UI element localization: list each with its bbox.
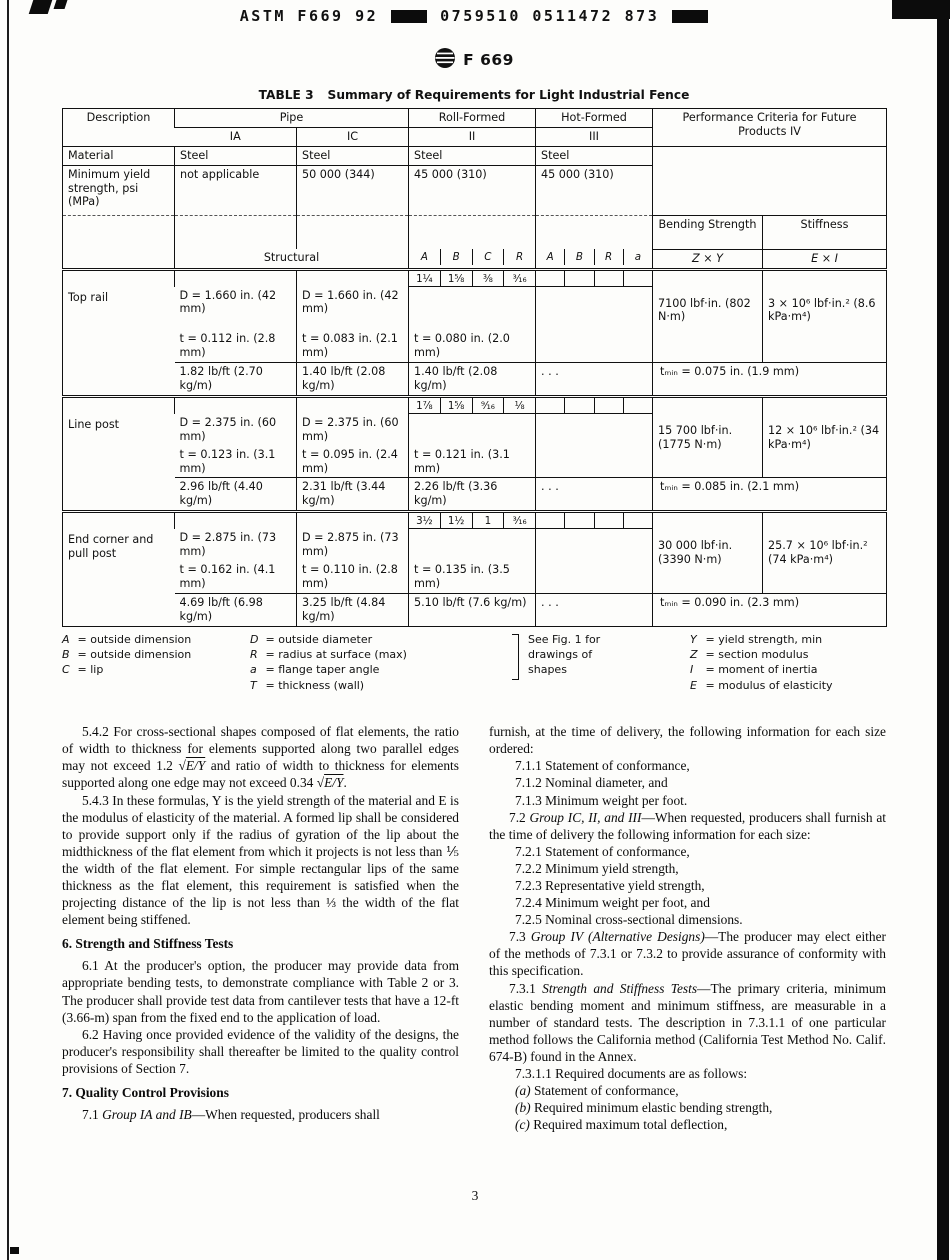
- table-cell: Steel: [409, 146, 536, 165]
- table-cell: 1.82 lb/ft (2.70 kg/m): [175, 363, 297, 397]
- table-cell-empty: [536, 529, 653, 561]
- table-cell: 2.31 lb/ft (3.44 kg/m): [297, 478, 409, 512]
- text-run: 7.3.1: [509, 980, 543, 996]
- legend-line: [690, 662, 886, 677]
- italic-run: (c): [515, 1117, 530, 1133]
- mini-cell: R: [594, 249, 623, 265]
- top-rail-fractions-row: [63, 269, 887, 287]
- text-run: —The primary criteria, minimum elastic bending moment and minimum stiffness, are measurable in a number of standard tests. The description in 7.3.1.1 of one particular method follows the California method (California Test Method No. Calif. 674-B) found in the Annex.: [489, 980, 886, 1064]
- mini-cell: B: [440, 249, 472, 265]
- ocr-code-text: 0759510 0511472 873: [440, 7, 660, 25]
- column-letters-ii: [409, 249, 536, 269]
- scan-edge-left: [7, 0, 9, 1260]
- table-cell: D = 2.375 in. (60 mm): [179, 415, 277, 443]
- table-cell-tmin: tₘᵢₙ = 0.090 in. (2.3 mm): [653, 593, 887, 626]
- legend-definition: = yield strength, min: [705, 632, 823, 646]
- mini-cell: [623, 513, 652, 529]
- end-post-fractions-row: [63, 512, 887, 530]
- item-7-2-2: 7.2.2 Minimum yield strength,: [515, 860, 679, 876]
- mini-cell: 1¼: [409, 271, 440, 287]
- paragraph-7-1: [62, 1106, 459, 1123]
- subheader-row-boxes: [63, 215, 887, 249]
- table-cell-empty: [297, 512, 409, 530]
- scan-mark-bottom-left: [10, 1247, 19, 1254]
- table-cell-empty: [536, 215, 653, 249]
- mini-cell: 1⅞: [409, 398, 440, 414]
- item-b: [489, 1099, 886, 1116]
- table-cell: 1.40 lb/ft (2.08 kg/m): [297, 363, 409, 397]
- text-run: Required maximum total deflection,: [529, 1117, 728, 1133]
- paragraph-6-2: 6.2 Having once provided evidence of the validity of the designs, the producer's responsibility shall thereafter be limited to the quality control provisions of Section 7.: [62, 1026, 459, 1076]
- requirements-table: [62, 108, 887, 627]
- legend-line: [62, 662, 250, 677]
- table-cell: D = 1.660 in. (42 mm): [179, 288, 277, 316]
- legend-line: [250, 632, 512, 647]
- table-cell-empty: [175, 512, 297, 530]
- legend-line: [62, 632, 250, 647]
- table-cell: not applicable: [175, 165, 297, 215]
- table-cell-empty: [175, 215, 297, 249]
- dimension-fractions-ii: [409, 396, 536, 414]
- mini-cell: [623, 271, 652, 287]
- table-cell-bending: [653, 269, 763, 363]
- mini-cell: ⁹⁄₁₆: [472, 398, 504, 414]
- table-number: TABLE 3: [258, 88, 314, 102]
- ocr-designation-text: ASTM F669 92: [239, 7, 379, 25]
- filled-block-icon: [391, 10, 427, 23]
- mini-cell: [594, 513, 623, 529]
- item-7-1-1: 7.1.1 Statement of conformance,: [515, 758, 690, 774]
- item-7-2-1: 7.2.1 Statement of conformance,: [515, 843, 690, 859]
- legend-definition: = section modulus: [705, 647, 809, 661]
- dimension-fractions-iii: [536, 512, 653, 530]
- figure-reference: [512, 632, 690, 694]
- dimension-fractions-iii: [536, 396, 653, 414]
- table-cell: . . .: [536, 363, 653, 397]
- mini-cell: [564, 513, 593, 529]
- table-cell: 3.25 lb/ft (4.84 kg/m): [297, 593, 409, 626]
- line-post-fractions-row: [63, 396, 887, 414]
- column-letters-iii: [536, 249, 653, 269]
- legend-column-3: [690, 632, 886, 694]
- table-cell-empty: [536, 446, 653, 478]
- filled-block-icon: [672, 10, 708, 23]
- table-cell-empty: [409, 529, 536, 561]
- italic-run: Group IA and IB: [102, 1107, 192, 1123]
- table-cell-empty: [175, 396, 297, 414]
- legend-symbol: D: [250, 632, 259, 646]
- legend-line: [690, 647, 886, 662]
- legend-definition: = outside diameter: [265, 632, 373, 646]
- bending-value: 15 700 lbf·in. (1775 N·m): [658, 423, 733, 451]
- legend-symbol: A: [62, 632, 70, 646]
- line-post-weight-row: [63, 478, 887, 512]
- table-cell-empty: [536, 561, 653, 593]
- item-7-1-2: 7.1.2 Nominal diameter, and: [515, 775, 668, 791]
- item-7-1-3: 7.1.3 Minimum weight per foot.: [515, 792, 688, 808]
- radicand: E/Y: [324, 775, 344, 791]
- mini-cell: ³⁄₁₆: [503, 271, 535, 287]
- mini-cell: 1½: [440, 513, 472, 529]
- item-7-2-4: 7.2.4 Minimum weight per foot, and: [515, 895, 710, 911]
- mini-cell: [536, 271, 564, 287]
- table-cell-bending: [653, 396, 763, 478]
- table-cell-empty: [536, 287, 653, 331]
- item-c: [489, 1116, 886, 1133]
- table-cell-empty: [409, 287, 536, 331]
- table-cell-empty: [536, 330, 653, 362]
- mini-cell: [536, 398, 564, 414]
- row-label-yield: Minimum yield strength, psi (MPa): [68, 167, 151, 209]
- sqrt-symbol: √: [178, 758, 186, 774]
- header-stiffness: Stiffness: [763, 215, 887, 249]
- bracket-icon: [512, 634, 519, 680]
- paragraph-7-3-1-1: 7.3.1.1 Required documents are as follows:: [515, 1066, 748, 1082]
- page-content: [62, 0, 886, 1133]
- italic-run: Strength and Stiffness Tests: [542, 980, 698, 996]
- legend-line: [250, 647, 512, 662]
- mini-cell: a: [623, 249, 652, 265]
- row-label-line-post: Line post: [63, 396, 175, 511]
- table-cell: t = 0.095 in. (2.4 mm): [297, 446, 409, 478]
- legend-definition: = flange taper angle: [265, 663, 380, 677]
- mini-cell: [564, 398, 593, 414]
- dimension-fractions-ii: [409, 512, 536, 530]
- header-pipe: Pipe: [175, 109, 409, 128]
- legend-column-1: [62, 632, 250, 694]
- header-group-ii: II: [409, 127, 536, 146]
- legend-symbol: I: [690, 663, 694, 677]
- mini-cell: 1⅝: [440, 271, 472, 287]
- mini-cell: A: [420, 251, 428, 264]
- text-run: .: [343, 775, 347, 791]
- mini-cell: R: [503, 249, 535, 265]
- top-rail-weight-row: [63, 363, 887, 397]
- text-run: 5.4.2 For cross-sectional shapes composed of flat elements, the ratio of width to thickness for elements supported along two parallel edges may not exceed 1.2: [62, 724, 459, 774]
- table-cell-stiffness: [763, 396, 887, 478]
- header-bending-strength: Bending Strength: [653, 215, 763, 249]
- table-cell: Steel: [536, 146, 653, 165]
- legend-column-2: [250, 632, 512, 694]
- legend-symbol: E: [690, 678, 697, 692]
- table-cell: 1.40 lb/ft (2.08 kg/m): [409, 363, 536, 397]
- legend-line: [690, 632, 886, 647]
- legend-line: [250, 662, 512, 677]
- mini-cell: [594, 271, 623, 287]
- designation-header: [62, 47, 886, 73]
- table-cell-empty: [653, 146, 887, 215]
- stiffness-value: 12 × 10⁶ lbf·in.² (34 kPa·m⁴): [768, 423, 880, 451]
- table-legend: [62, 632, 886, 694]
- legend-definition: = outside dimension: [77, 647, 192, 661]
- header-performance-criteria: Performance Criteria for Future Products IV: [653, 109, 887, 147]
- text-run: 7.1: [82, 1107, 103, 1123]
- table-cell: 45 000 (310): [409, 165, 536, 215]
- table-cell-empty: [63, 215, 175, 249]
- table-cell: t = 0.112 in. (2.8 mm): [179, 332, 276, 360]
- row-label-end-post: End corner and pull post: [63, 512, 175, 626]
- table-cell: t = 0.083 in. (2.1 mm): [297, 330, 409, 362]
- table-cell: D = 2.875 in. (73 mm): [297, 529, 409, 561]
- table-cell: . . .: [536, 478, 653, 512]
- table-cell-empty: [297, 269, 409, 287]
- mini-cell: A: [546, 251, 554, 264]
- mini-cell: [564, 271, 593, 287]
- mini-cell: B: [564, 249, 593, 265]
- table-cell: t = 0.121 in. (3.1 mm): [409, 446, 536, 478]
- table-cell: D = 1.660 in. (42 mm): [297, 287, 409, 331]
- mini-cell: [623, 398, 652, 414]
- table-cell: t = 0.110 in. (2.8 mm): [297, 561, 409, 593]
- table-cell-empty: [297, 215, 409, 249]
- text-run: Required minimum elastic bending strength,: [530, 1100, 773, 1116]
- legend-definition: = modulus of elasticity: [705, 678, 833, 692]
- table-cell: t = 0.162 in. (4.1 mm): [179, 563, 276, 590]
- row-label-material: Material: [63, 146, 175, 165]
- mini-cell: [594, 398, 623, 414]
- legend-symbol: B: [62, 647, 70, 661]
- dimension-fractions-iii: [536, 269, 653, 287]
- astm-logo-icon: [434, 47, 456, 73]
- section-6-heading: 6. Strength and Stiffness Tests: [62, 936, 234, 952]
- header-description: Description: [63, 109, 175, 147]
- table-cell: 2.96 lb/ft (4.40 kg/m): [175, 478, 297, 512]
- paragraph-7-2: [489, 809, 886, 843]
- legend-definition: = outside dimension: [77, 632, 192, 646]
- text-run: —When requested, producers shall furnish at the time of delivery the following information for each size:: [489, 809, 886, 842]
- table-cell-empty: [175, 269, 297, 287]
- text-run: and ratio of width to thickness for elements supported along one edge may not exceed 0.34: [62, 758, 459, 791]
- scan-mark-top-right: [892, 0, 950, 19]
- italic-run: Group IC, II, and III: [529, 809, 642, 825]
- text-run: Statement of conformance,: [530, 1083, 679, 1099]
- legend-definition: = radius at surface (max): [265, 647, 407, 661]
- header-hot-formed: Hot-Formed: [536, 109, 653, 128]
- scan-edge-right: [937, 0, 949, 1260]
- bending-value: 7100 lbf·in. (802 N·m): [658, 296, 751, 324]
- material-row: [63, 146, 887, 165]
- header-e-times-i: E × I: [763, 249, 887, 269]
- mini-cell: ⅛: [503, 398, 535, 414]
- table-title: [62, 88, 886, 102]
- table-cell: 2.26 lb/ft (3.36 kg/m): [409, 478, 536, 512]
- legend-symbol: C: [62, 663, 70, 677]
- paragraph-5-4-3: 5.4.3 In these formulas, Y is the yield strength of the material and E is the modulus of elasticity of the material. A formed lip shall be considered to provide support only if the radius of gyration of the lip about the midthickness of the flat element from which it projects is not less than ⅕ the width of the flat element. For simple rectangular lips of the same thickness as the flat element, this requirement is satisfied when the projecting distance of the lip is not less than ⅓ the width of the flat element being stiffened.: [62, 792, 459, 928]
- table-cell-empty: [536, 414, 653, 446]
- italic-run: (b): [515, 1100, 531, 1116]
- table-cell-empty: [409, 215, 536, 249]
- mini-cell: ³⁄₁₆: [503, 513, 535, 529]
- table-cell-empty: [63, 249, 175, 269]
- paragraph-7-3-1: [489, 980, 886, 1065]
- bending-value: 30 000 lbf·in. (3390 N·m): [658, 539, 733, 567]
- header-z-times-y: Z × Y: [653, 249, 763, 269]
- text-run: 7.3: [509, 929, 531, 945]
- end-post-weight-row: [63, 593, 887, 626]
- paragraph-7-3: [489, 928, 886, 979]
- legend-definition: = thickness (wall): [265, 678, 365, 692]
- table-header-row-1: [63, 109, 887, 128]
- table-cell: D = 2.875 in. (73 mm): [179, 531, 277, 559]
- italic-run: (a): [515, 1083, 531, 1099]
- table-title-text: Summary of Requirements for Light Industrial Fence: [327, 88, 690, 102]
- table-cell: 45 000 (310): [536, 165, 653, 215]
- mini-cell: ⅜: [472, 271, 504, 287]
- legend-definition: = moment of inertia: [705, 663, 818, 677]
- body-text: [62, 723, 886, 1133]
- table-cell-empty: [297, 396, 409, 414]
- mini-cell: 1⅝: [440, 398, 472, 414]
- item-7-2-3: 7.2.3 Representative yield strength,: [515, 878, 705, 893]
- legend-symbol: R: [250, 647, 258, 661]
- table-cell-tmin: tₘᵢₙ = 0.075 in. (1.9 mm): [653, 363, 887, 397]
- mini-cell: 3½: [409, 513, 440, 529]
- legend-line: [690, 678, 886, 693]
- legend-line: [250, 678, 512, 693]
- table-cell: . . .: [536, 593, 653, 626]
- table-cell: 5.10 lb/ft (7.6 kg/m): [409, 593, 536, 626]
- header-roll-formed: Roll-Formed: [409, 109, 536, 128]
- text-run: —The producer may elect either of the methods of 7.3.1 or 7.3.2 to provide assurance of conformity with this specification.: [489, 929, 886, 979]
- legend-symbol: a: [250, 663, 257, 677]
- dimension-fractions-ii: [409, 269, 536, 287]
- section-7-heading: 7. Quality Control Provisions: [62, 1085, 229, 1101]
- ocr-code-strip: [62, 7, 886, 25]
- legend-symbol: Y: [690, 632, 697, 646]
- figure-note: See Fig. 1 for drawings of shapes: [528, 632, 601, 677]
- table-cell-stiffness: [763, 269, 887, 363]
- header-structural: Structural: [175, 249, 409, 269]
- table-cell-tmin: tₘᵢₙ = 0.085 in. (2.1 mm): [653, 478, 887, 512]
- table-cell: Steel: [297, 146, 409, 165]
- legend-symbol: Z: [690, 647, 698, 661]
- table-cell: t = 0.135 in. (3.5 mm): [409, 561, 536, 593]
- mini-cell: [536, 513, 564, 529]
- standard-designation: F 669: [463, 51, 514, 69]
- legend-symbol: T: [250, 678, 257, 692]
- paragraph-6-1: 6.1 At the producer's option, the producer may provide data from appropriate bending tests, to demonstrate compliance with Table 2 or 3. The producer shall provide test data from cantilever tests that have a 12-ft (3.66-m) span from the fixed end to the application of load.: [62, 958, 459, 1025]
- italic-run: Group IV (Alternative Designs): [530, 929, 705, 945]
- table-cell: t = 0.080 in. (2.0 mm): [409, 330, 536, 362]
- header-group-iii: III: [536, 127, 653, 146]
- legend-definition: = lip: [77, 663, 104, 677]
- page-number: 3: [471, 1188, 479, 1203]
- header-group-ic: IC: [297, 127, 409, 146]
- radicand: E/Y: [185, 758, 206, 774]
- table-cell: 4.69 lb/ft (6.98 kg/m): [175, 593, 297, 626]
- table-cell: Steel: [175, 146, 297, 165]
- table-cell: t = 0.123 in. (3.1 mm): [179, 447, 276, 475]
- legend-line: [62, 647, 250, 662]
- header-group-ia: IA: [175, 127, 297, 146]
- body-column-right: [489, 723, 886, 1133]
- item-7-2-5: 7.2.5 Nominal cross-sectional dimensions.: [515, 912, 743, 928]
- paragraph-5-4-2: [62, 723, 459, 791]
- subheader-row-letters: [63, 249, 887, 269]
- table-cell: 50 000 (344): [297, 165, 409, 215]
- text-run: —When requested, producers shall: [191, 1107, 380, 1123]
- table-cell-stiffness: [763, 512, 887, 594]
- paragraph-7-1-continued: furnish, at the time of delivery, the following information for each size ordered:: [489, 724, 886, 757]
- item-a: [489, 1082, 886, 1099]
- row-label-top-rail: Top rail: [68, 290, 109, 304]
- table-cell: D = 2.375 in. (60 mm): [297, 414, 409, 446]
- text-run: 7.2: [509, 809, 530, 825]
- table-cell-empty: [409, 414, 536, 446]
- sqrt-symbol: √: [316, 775, 325, 791]
- mini-cell: C: [472, 249, 504, 265]
- stiffness-value: 25.7 × 10⁶ lbf·in.² (74 kPa·m⁴): [768, 539, 868, 567]
- mini-cell: 1: [472, 513, 504, 529]
- scan-mark-top-left: [29, 0, 53, 14]
- body-column-left: [62, 723, 459, 1133]
- stiffness-value: 3 × 10⁶ lbf·in.² (8.6 kPa·m⁴): [768, 296, 876, 324]
- table-cell-bending: [653, 512, 763, 594]
